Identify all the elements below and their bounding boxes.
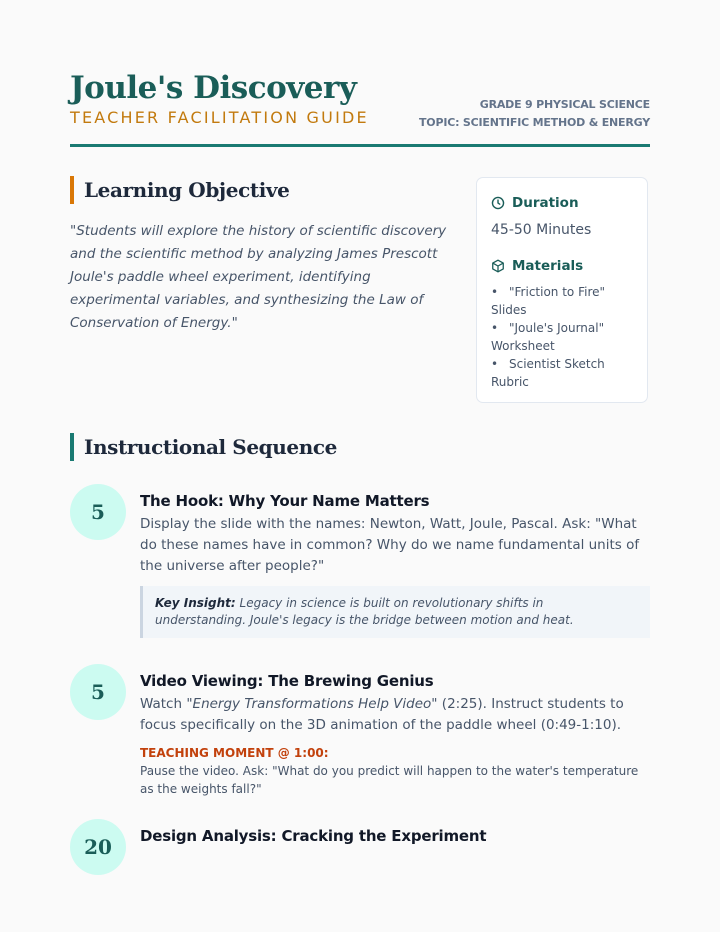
objective-text: "Students will explore the history of scientific discovery and the scientific method by analyzing James Prescott Joule's paddle wheel experiment, identifying experimental variables, and synthesizing the Law of Conservation of Energy." (70, 223, 447, 331)
page-header (70, 70, 650, 150)
objective-heading-text: Learning Objective (84, 178, 290, 202)
step-title: Design Analysis: Cracking the Experiment (140, 827, 487, 845)
insight-text: Legacy in science is built on revolutionary shifts in understanding. Joule's legacy is the bridge between motion and heat. (155, 596, 574, 627)
step-body (140, 672, 650, 798)
page-title: Joule's Discovery (70, 70, 357, 106)
sequence-heading (70, 433, 337, 461)
video-title: "Energy Transformations Help Video" (186, 696, 438, 712)
step-minutes-badge: 5 (70, 484, 126, 540)
teaching-moment-text: Pause the video. Ask: "What do you predict will happen to the water's temperature as the weights fall?" (140, 764, 639, 796)
step-description: Display the slide with the names: Newton, Watt, Joule, Pascal. Ask: "What do these names have in common? Why do we name fundamental units of the universe after people?" (140, 516, 640, 574)
header-divider (70, 144, 650, 147)
insight-label: Key Insight: (155, 596, 236, 610)
step-title: Video Viewing: The Brewing Genius (140, 672, 434, 690)
grade-label: GRADE 9 PHYSICAL SCIENCE (479, 98, 650, 111)
duration-value: 45-50 Minutes (491, 222, 592, 238)
sequence-heading-text: Instructional Sequence (84, 435, 337, 459)
step-minutes-badge: 5 (70, 664, 126, 720)
step-description: Watch "Energy Transformations Help Video" (2:25). Instruct students to focus specifically on the 3D animation of the paddle wheel (0:49-1:10). (140, 696, 624, 733)
list-item: • "Joule's Journal" Worksheet (491, 321, 605, 353)
duration-title-text: Duration (512, 195, 579, 211)
box-icon (491, 259, 505, 273)
heading-accent-bar (70, 433, 74, 461)
page-subtitle: TEACHER FACILITATION GUIDE (70, 108, 369, 127)
clock-icon (491, 196, 505, 210)
materials-title (491, 258, 583, 274)
duration-title (491, 195, 579, 211)
step-body (140, 492, 650, 638)
materials-list (491, 283, 641, 391)
info-sidebar (476, 177, 648, 403)
heading-accent-bar (70, 176, 74, 204)
header-meta (419, 96, 650, 132)
materials-title-text: Materials (512, 258, 584, 274)
list-item: • "Friction to Fire" Slides (491, 285, 606, 317)
teaching-moment-label: TEACHING MOMENT @ 1:00: (140, 746, 329, 760)
list-item: • Scientist Sketch Rubric (491, 357, 605, 389)
key-insight-callout (140, 586, 650, 638)
topic-label: TOPIC: SCIENTIFIC METHOD & ENERGY (419, 116, 650, 129)
step-body (140, 827, 650, 845)
guide-page (70, 0, 650, 932)
objective-heading (70, 176, 289, 204)
step-minutes-badge: 20 (70, 819, 126, 875)
step-title: The Hook: Why Your Name Matters (140, 492, 430, 510)
